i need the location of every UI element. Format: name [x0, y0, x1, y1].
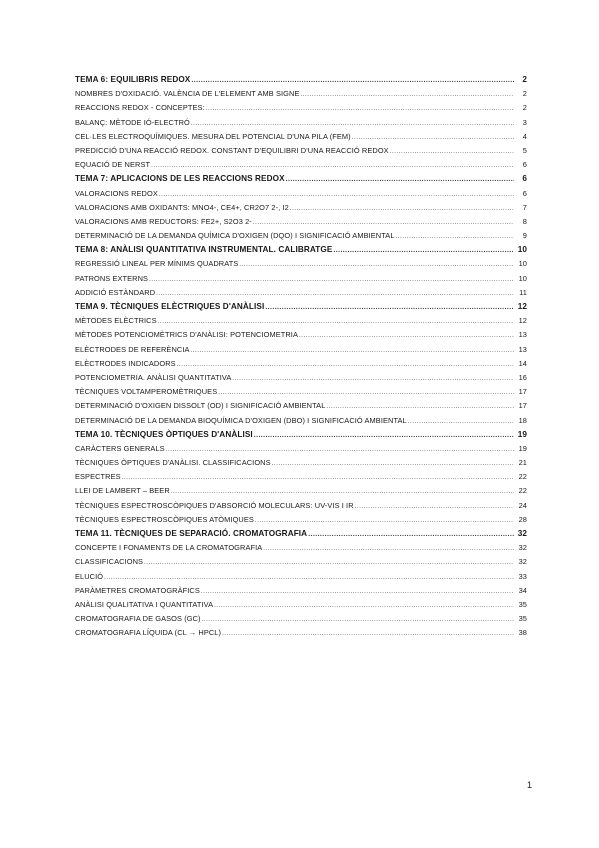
toc-dot-leader	[255, 514, 514, 527]
toc-entry-title: TEMA 9. TÈCNIQUES ELÈCTRIQUES D'ANÀLISI	[75, 302, 265, 311]
toc-entry-title: MÈTODES POTENCIOMÈTRICS D'ANÀLISI: POTENCIOMETRIA	[75, 330, 298, 340]
toc-section-entry[interactable]	[75, 470, 527, 484]
toc-dot-leader	[390, 145, 514, 158]
toc-dot-leader	[232, 372, 514, 385]
toc-entry-title: MÈTODES ELÈCTRICS	[75, 316, 157, 326]
toc-entry-page: 34	[518, 585, 527, 595]
toc-dot-leader	[191, 117, 514, 130]
toc-entry-page: 17	[518, 387, 527, 397]
toc-section-entry[interactable]	[75, 286, 527, 300]
toc-section-entry[interactable]	[75, 541, 527, 555]
toc-dot-leader	[159, 188, 514, 201]
toc-entry-title: TÈCNIQUES ESPECTROSCÒPIQUES D'ABSORCIÓ MOLECULARS: UV-VIS I IR	[75, 500, 354, 510]
toc-section-entry[interactable]	[75, 584, 527, 598]
toc-entry-page: 12	[517, 302, 527, 311]
toc-section-entry[interactable]	[75, 456, 527, 470]
toc-entry-page: 6	[522, 174, 527, 184]
toc-section-entry[interactable]	[75, 272, 527, 286]
toc-dot-leader	[151, 159, 514, 172]
toc-entry-title: CARÀCTERS GENERALS	[75, 443, 165, 453]
toc-dot-leader	[272, 457, 514, 470]
toc-dot-leader	[290, 202, 514, 215]
toc-dot-leader	[308, 528, 514, 541]
toc-section-entry[interactable]	[75, 499, 527, 513]
toc-dot-leader	[191, 344, 514, 357]
toc-dot-leader	[144, 556, 514, 569]
toc-section-entry[interactable]	[75, 414, 527, 428]
toc-section-entry[interactable]	[75, 385, 527, 399]
toc-entry-title: TÈCNIQUES ÒPTIQUES D'ANÀLISI. CLASSIFICACIONS	[75, 458, 271, 468]
toc-dot-leader	[333, 244, 514, 257]
toc-entry-page: 28	[518, 514, 527, 524]
toc-entry-page: 10	[517, 245, 527, 255]
toc-entry-title: EQUACIÓ DE NERST	[75, 160, 151, 170]
toc-entry-title: VALORACIONS AMB REDUCTORS: FE2+, S2O3 2-	[75, 216, 252, 226]
toc-entry-title: CROMATOGRAFIA LÍQUIDA (CL → HPCL)	[75, 628, 222, 638]
toc-section-entry[interactable]	[75, 442, 527, 456]
toc-entry-title: VALORACIONS REDOX	[75, 188, 158, 198]
table-of-contents	[75, 73, 527, 641]
toc-section-entry[interactable]	[75, 343, 527, 357]
toc-dot-leader	[202, 613, 514, 626]
toc-entry-page: 21	[518, 458, 527, 468]
toc-entry-title: TEMA 7: APLICACIONS DE LES REACCIONS REDOX	[75, 174, 285, 184]
toc-entry-title: ELÈCTRODES DE REFERÈNCIA	[75, 344, 190, 354]
toc-dot-leader	[408, 415, 514, 428]
toc-entry-page: 7	[522, 202, 527, 212]
toc-entry-page: 33	[518, 571, 527, 581]
toc-entry-title: REACCIONS REDOX - CONCEPTES:	[75, 103, 205, 113]
toc-entry-title: REGRESSIÓ LINEAL PER MÍNIMS QUADRATS	[75, 259, 239, 269]
toc-entry-page: 32	[518, 543, 527, 553]
toc-entry-page: 32	[518, 557, 527, 567]
toc-dot-leader	[166, 443, 514, 456]
toc-entry-title: CEL·LES ELECTROQUÍMIQUES. MESURA DEL POTENCIAL D'UNA PILA (FEM)	[75, 131, 351, 141]
toc-dot-leader	[265, 301, 514, 314]
toc-section-entry[interactable]	[75, 87, 527, 101]
toc-dot-leader	[222, 627, 514, 640]
toc-dot-leader	[239, 258, 514, 271]
toc-section-entry[interactable]	[75, 101, 527, 115]
toc-dot-leader	[191, 74, 514, 87]
toc-section-entry[interactable]	[75, 187, 527, 201]
toc-section-entry[interactable]	[75, 144, 527, 158]
toc-section-entry[interactable]	[75, 371, 527, 385]
toc-entry-page: 12	[518, 316, 527, 326]
toc-section-entry[interactable]	[75, 201, 527, 215]
toc-entry-page: 24	[518, 500, 527, 510]
toc-entry-page: 19	[518, 443, 527, 453]
toc-entry-page: 22	[518, 486, 527, 496]
toc-entry-page: 5	[522, 145, 527, 155]
toc-section-entry[interactable]	[75, 215, 527, 229]
toc-section-entry[interactable]	[75, 399, 527, 413]
toc-entry-title: BALANÇ: MÈTODE IÓ-ELECTRÓ	[75, 117, 190, 127]
toc-entry-page: 19	[517, 429, 527, 439]
toc-entry-title: TEMA 10. TÈCNIQUES ÒPTIQUES D'ANÀLISI	[75, 429, 253, 439]
toc-section-entry[interactable]	[75, 257, 527, 271]
toc-dot-leader	[149, 273, 514, 286]
toc-entry-title: CONCEPTE I FONAMENTS DE LA CROMATOGRAFIA	[75, 543, 263, 553]
toc-dot-leader	[286, 173, 514, 186]
toc-dot-leader	[396, 230, 514, 243]
toc-entry-page: 22	[518, 472, 527, 482]
toc-entry-title: NOMBRES D'OXIDACIÓ. VALÈNCIA DE L'ELEMENT AMB SIGNE	[75, 89, 300, 99]
toc-entry-title: PREDICCIÓ D'UNA REACCIÓ REDOX. CONSTANT D'EQUILIBRI D'UNA REACCIÓ REDOX	[75, 145, 389, 155]
toc-entry-page: 13	[518, 344, 527, 354]
toc-section-entry[interactable]	[75, 229, 527, 243]
toc-entry-title: VALORACIONS AMB OXIDANTS: MNO4-, CE4+, CR2O7 2-, I2	[75, 202, 289, 212]
toc-entry-title: TÈCNIQUES ESPECTROSCÒPIQUES ATÒMIQUES	[75, 514, 254, 524]
toc-section-entry[interactable]	[75, 116, 527, 130]
toc-chapter-entry[interactable]	[75, 73, 527, 87]
toc-entry-page: 10	[518, 273, 527, 283]
toc-dot-leader	[301, 88, 515, 101]
toc-entry-page: 6	[522, 160, 527, 170]
toc-dot-leader	[214, 599, 514, 612]
toc-dot-leader	[158, 315, 514, 328]
toc-section-entry[interactable]	[75, 484, 527, 498]
toc-section-entry[interactable]	[75, 130, 527, 144]
toc-dot-leader	[156, 287, 514, 300]
toc-entry-page: 16	[518, 372, 527, 382]
toc-entry-page: 17	[518, 401, 527, 411]
toc-entry-page: 18	[518, 415, 527, 425]
toc-chapter-entry[interactable]	[75, 527, 527, 541]
page-number: 1	[526, 780, 532, 790]
toc-chapter-entry[interactable]	[75, 172, 527, 186]
toc-section-entry[interactable]	[75, 158, 527, 172]
toc-entry-title: ADDICIÓ ESTÀNDARD	[75, 287, 156, 297]
toc-entry-page: 10	[518, 259, 527, 269]
toc-entry-title: PARÀMETRES CROMATOGRÀFICS	[75, 585, 200, 595]
toc-dot-leader	[326, 400, 514, 413]
toc-entry-title: PATRONS EXTERNS	[75, 273, 149, 283]
toc-dot-leader	[122, 471, 514, 484]
toc-dot-leader	[254, 429, 514, 442]
toc-entry-title: TEMA 11. TÈCNIQUES DE SEPARACIÓ. CROMATOGRAFIA	[75, 529, 308, 538]
toc-dot-leader	[299, 329, 514, 342]
toc-entry-title: DETERMINACIÓ DE LA DEMANDA QUÍMICA D'OXIGEN (DQO) I SIGNIFICACIÓ AMBIENTAL	[75, 231, 395, 241]
toc-section-entry[interactable]	[75, 357, 527, 371]
toc-section-entry[interactable]	[75, 328, 527, 342]
toc-dot-leader	[206, 102, 514, 115]
toc-chapter-entry[interactable]	[75, 428, 527, 442]
toc-entry-page: 8	[522, 216, 527, 226]
toc-entry-title: CROMATOGRAFIA DE GASOS (GC)	[75, 614, 201, 624]
toc-entry-title: DETERMINACIÓ DE LA DEMANDA BIOQUÍMICA D'OXIGEN (DBO) I SIGNIFICACIÓ AMBIENTAL	[75, 415, 407, 425]
toc-section-entry[interactable]	[75, 314, 527, 328]
toc-entry-page: 38	[518, 628, 527, 638]
toc-dot-leader	[352, 131, 514, 144]
toc-chapter-entry[interactable]	[75, 243, 527, 257]
toc-entry-page: 6	[522, 188, 527, 198]
toc-dot-leader	[253, 216, 514, 229]
toc-entry-title: CLASSIFICACIONS	[75, 557, 144, 567]
toc-entry-title: TÈCNIQUES VOLTAMPEROMÈTRIQUES	[75, 387, 218, 397]
toc-entry-title: DETERMINACIÓ D'OXIGEN DISSOLT (OD) I SIGNIFICACIÓ AMBIENTAL	[75, 401, 326, 411]
toc-section-entry[interactable]	[75, 612, 527, 626]
toc-dot-leader	[218, 386, 514, 399]
toc-section-entry[interactable]	[75, 598, 527, 612]
toc-entry-page: 35	[518, 599, 527, 609]
toc-entry-page: 2	[522, 103, 527, 113]
toc-section-entry[interactable]	[75, 555, 527, 569]
toc-entry-page: 13	[518, 330, 527, 340]
toc-entry-page: 14	[518, 358, 527, 368]
toc-entry-page: 4	[522, 131, 527, 141]
toc-entry-page: 2	[522, 75, 527, 84]
toc-entry-title: ANÀLISI QUALITATIVA I QUANTITATIVA	[75, 599, 214, 609]
toc-entry-title: ELUCIÓ	[75, 571, 104, 581]
toc-entry-title: TEMA 6: EQUILIBRIS REDOX	[75, 75, 191, 84]
toc-section-entry[interactable]	[75, 570, 527, 584]
toc-entry-title: ESPECTRES	[75, 472, 121, 482]
toc-entry-page: 11	[519, 287, 527, 297]
toc-dot-leader	[201, 585, 514, 598]
toc-dot-leader	[171, 485, 514, 498]
toc-entry-page: 9	[522, 231, 527, 241]
toc-entry-page: 32	[517, 529, 527, 538]
toc-dot-leader	[355, 500, 514, 513]
toc-entry-title: ELÈCTRODES INDICADORS	[75, 358, 176, 368]
toc-dot-leader	[177, 358, 514, 371]
toc-chapter-entry[interactable]	[75, 300, 527, 314]
toc-entry-title: LLEI DE LAMBERT – BEER	[75, 486, 170, 496]
toc-section-entry[interactable]	[75, 626, 527, 640]
toc-dot-leader	[263, 542, 514, 555]
toc-entry-page: 2	[522, 89, 527, 99]
toc-entry-title: TEMA 8: ANÀLISI QUANTITATIVA INSTRUMENTAL. CALIBRATGE	[75, 245, 333, 255]
toc-section-entry[interactable]	[75, 513, 527, 527]
toc-dot-leader	[104, 571, 514, 584]
toc-entry-page: 35	[518, 614, 527, 624]
toc-entry-title: POTENCIOMETRIA. ANÀLISI QUANTITATIVA	[75, 372, 232, 382]
toc-entry-page: 3	[522, 117, 527, 127]
